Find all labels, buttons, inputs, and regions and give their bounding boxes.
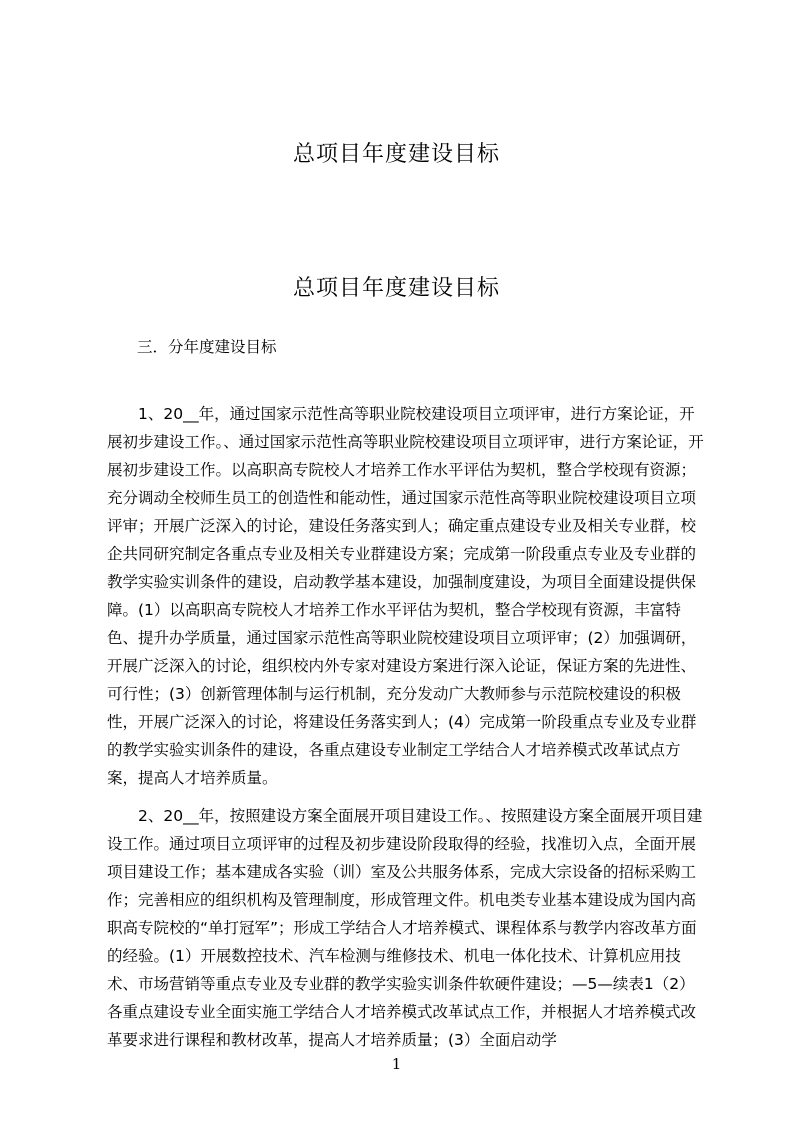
document-title-main: 总项目年度建设目标 bbox=[292, 276, 500, 301]
paragraph-year-2: 2、20__年，按照建设方案全面展开项目建设工作。、按照建设方案全面展开项目建设工作。通过项目立项评审的过程及初步建设阶段取得的经验，找准切入点，全面开展项目建设工作；基本建成各实验（训）室及公共服务体系，完成大宗设备的招标采购工作；完善相应的组织机构及管理制度，形成管理文件。机电类专业基本建设成为国内高职高专院校的“单打冠军”；形成工学结合人才培养模式、课程体系与教学内容改革方面的经验。(1）开展数控技术、汽车检测与维修技术、机电一体化技术、计算机应用技术、市场营销等重点专业及专业群的教学实验实训条件软硬件建设；—5—续表1（2）各重点建设专业全面实施工学结合人才培养模式改革试点工作，并根据人才培养模式改革要求进行课程和教材改革，提高人才培养质量；(3）全面启动学 bbox=[107, 806, 703, 1049]
document-title-top: 总项目年度建设目标 bbox=[292, 142, 500, 167]
paragraph-year-1: 1、20__年，通过国家示范性高等职业院校建设项目立项评审，进行方案论证，开展初步建设工作。、通过国家示范性高等职业院校建设项目立项评审，进行方案论证，开展初步建设工作。以高职高专院校人才培养工作水平评估为契机，整合学校现有资源；充分调动全校师生员工的创造性和能动性，通过国家示范性高等职业院校建设项目立项评审；开展广泛深入的讨论，建设任务落实到人；确定重点建设专业及相关专业群，校企共同研究制定各重点专业及相关专业群建设方案；完成第一阶段重点专业及专业群的教学实验实训条件的建设，启动教学基本建设，加强制度建设，为项目全面建设提供保障。(1）以高职高专院校人才培养工作水平评估为契机，整合学校现有资源，丰富特色、提升办学质量，通过国家示范性高等职业院校建设项目立项评审；(2）加强调研，开展广泛深入的讨论，组织校内外专家对建设方案进行深入论证，保证方案的先进性、可行性；(3）创新管理体制与运行机制，充分发动广大教师参与示范院校建设的积极性，开展广泛深入的讨论，将建设任务落实到人；(4）完成第一阶段重点专业及专业群的教学实验实训条件的建设，各重点建设专业制定工学结合人才培养模式改革试点方案，提高人才培养质量。 bbox=[107, 404, 704, 787]
section-heading: 三．分年度建设目标 bbox=[137, 338, 277, 356]
page-number: 1 bbox=[391, 1055, 402, 1073]
